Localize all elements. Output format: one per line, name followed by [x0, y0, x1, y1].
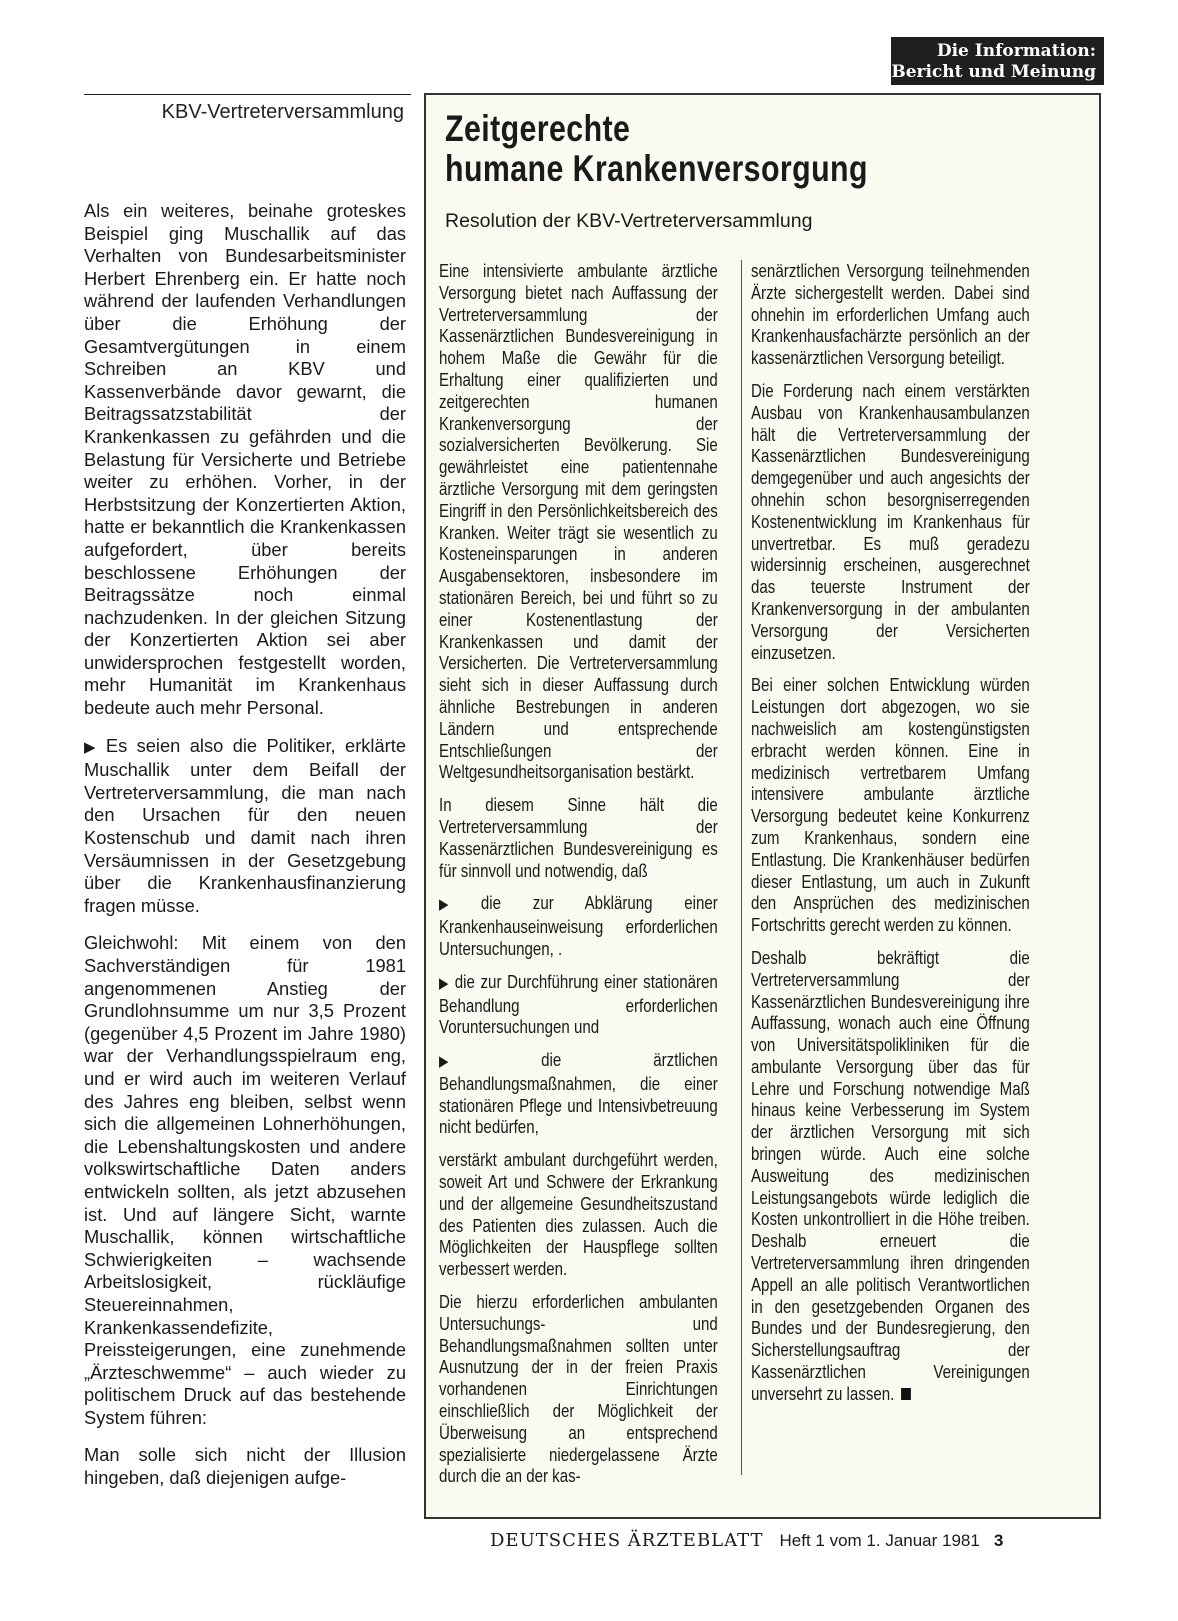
page-footer [490, 1530, 1003, 1551]
box-col2-paragraph-2: Die Forderung nach einem verstärkten Ausbau von Krankenhausambulanzen hält die Vertreterversammlung der Kassenärztlichen Bundesvereinigung demgegenüber und auch angesichts der ohnehin schon besorgniserregenden Kostenentwicklung im Krankenhaus für unvertretbar. Es muß geradezu widersinnig erscheinen, ausgerechnet das teuerste Instrument der Krankenversorgung in der ambulanten Versorgung der Versicherten einzusetzen. [751, 379, 1030, 663]
left-paragraph-2-text: Es seien also die Politiker, erklärte Muschallik unter dem Beifall der Vertreterversammlung, die man nach den Ursachen für den neuen Kostenschub und damit nach ihren Versäumnissen in der Gesetzgebung über die Krankenhausfinanzierung fragen müsse. [84, 734, 406, 916]
left-column [84, 200, 406, 1505]
badge-line-1: Die Information: [936, 41, 1096, 61]
box-col2-paragraph-4-text: Deshalb bekräftigt die Vertreterversammlung der Kassenärztlichen Bundesvereinigung ihre Auffassung, wonach auch eine Öffnung von Universitätspolikliniken für die ambulante Versorgung über das für Lehre und Forschung notwendige Maß hinaus keine Verbesserung im System der ärztlichen Versorgung mit sich bringen würde. Auch eine solche Ausweitung des medizinischen Leistungsangebots würde lediglich die Kosten unkontrolliert in die Höhe treiben. Deshalb erneuert die Vertreterversammlung ihren dringenden Appell an alle politisch Verantwortlichen in den gesetzgebenden Organen des Bundes und der Bundesregierung, den Sicherstellungsauftrag der Kassenärztlichen Vereinigungen unversehrt zu lassen. [751, 946, 1030, 1404]
arrow-bullet-icon: ▶ [84, 738, 100, 756]
box-col1-paragraph-4: Die hierzu erforderlichen ambulanten Untersuchungs- und Behandlungsmaßnahmen sollten unter Ausnutzung der in der freien Praxis vorhandenen Einrichtungen einschließlich der Möglichkeit der Überweisung an entsprechend spezialisierte niedergelassene Ärzte durch die an der kas- [439, 1291, 718, 1487]
box-column-1 [439, 260, 718, 1498]
bullet-1-text: die zur Abklärung einer Krankenhauseinweisung erforderlichen Untersuchungen, . [439, 892, 718, 959]
magazine-name: DEUTSCHES ÄRZTEBLATT [490, 1530, 764, 1551]
box-col2-paragraph-3: Bei einer solchen Entwicklung würden Leistungen dort abgezogen, wo sie nachweislich am kostengünstigsten erbracht werden können. Eine in medizinisch vertretbarem Umfang intensivere ambulante ärztliche Versorgung bedeutet keine Konkurrenz zum Krankenhaus, sondern eine Entlastung. Die Krankenhäuser bedürfen dieser Entlastung, um auch in Zukunft den Ansprüchen des medizinischen Fortschritts gerecht werden zu können. [751, 674, 1030, 936]
column-divider [741, 260, 742, 1475]
title-line-2: humane Krankenversorgung [445, 148, 868, 189]
bullet-3-text: die ärztlichen Behandlungsmaßnahmen, die einer stationären Pflege und Intensivbetreuung nicht bedürfen, [439, 1049, 718, 1138]
box-col1-paragraph-3: verstärkt ambulant durchgeführt werden, soweit Art und Schwere der Erkrankung und der allgemeine Gesundheitszustand des Patienten dies zulassen. Auch die Möglichkeiten der Hauspflege sollten verbessert werden. [439, 1149, 718, 1280]
bullet-2-text: die zur Durchführung einer stationären Behandlung erforderlichen Voruntersuchungen und [439, 970, 718, 1038]
badge-line-2: Bericht und Meinung [891, 62, 1096, 82]
arrow-bullet-icon: ▶ [439, 896, 477, 914]
arrow-bullet-icon: ▶ [439, 1053, 537, 1071]
section-badge [891, 37, 1104, 85]
box-col2-paragraph-4 [751, 947, 1030, 1405]
box-col1-paragraph-2: In diesem Sinne hält die Vertreterversammlung der Kassenärztlichen Bundesvereinigung es für sinnvoll und notwendig, daß [439, 794, 718, 881]
left-paragraph-1: Als ein weiteres, beinahe groteskes Beispiel ging Muschallik auf das Verhalten von Bundesarbeitsminister Herbert Ehrenberg ein. Er hatte noch während der laufenden Verhandlungen über die Erhöhung der Gesamtvergütungen in einem Schreiben an KBV und Kassenverbände davor gewarnt, die Beitragssatzstabilität der Krankenkassen zu gefährden und die Belastung für Versicherte und Betriebe weiter zu erhöhen. Vorher, in der Herbstsitzung der Konzertierten Aktion, hatte er bekanntlich die Krankenkassen aufgefordert, über bereits beschlossene Erhöhungen der Beitragssätze noch einmal nachzudenken. In der gleichen Sitzung der Konzertierten Aktion sei aber unwidersprochen festgestellt worden, mehr Humanität im Krankenhaus bedeute auch mehr Personal. [84, 200, 406, 719]
resolution-box [424, 93, 1101, 1519]
left-paragraph-3: Gleichwohl: Mit einem von den Sachverständigen für 1981 angenommenen Anstieg der Grundlohnsumme um nur 3,5 Prozent (gegenüber 4,5 Prozent im Jahre 1980) war der Verhandlungsspielraum eng, und er wird auch im weiteren Verlauf des Jahres eng bleiben, selbst wenn sich die allgemeinen Lohnerhöhungen, die Lebenshaltungskosten und andere volkswirtschaftliche Daten anders entwickeln sollten, als jetzt abzusehen ist. Und auf längere Sicht, warnte Muschallik, können wirtschaftliche Schwierigkeiten – wachsende Arbeitslosigkeit, rückläufige Steuereinnahmen, Krankenkassendefizite, Preissteigerungen, eine zunehmende „Ärzteschwemme“ – auch wieder zu politischem Druck auf das bestehende System führen: [84, 932, 406, 1428]
left-paragraph-4: Man solle sich nicht der Illusion hingeben, daß diejenigen aufge- [84, 1444, 406, 1489]
box-col1-bullet-3 [439, 1049, 718, 1138]
box-column-2 [751, 260, 1030, 1416]
end-mark-icon [901, 1388, 911, 1400]
box-col1-bullet-2 [439, 971, 718, 1038]
title-line-1: Zeitgerechte [445, 108, 631, 149]
box-col2-paragraph-1: senärztlichen Versorgung teilnehmenden Ärzte sichergestellt werden. Dabei sind ohnehin im erforderlichen Umfang auch Krankenhausfachärzte persönlich an der kassenärztlichen Versorgung beteiligt. [751, 260, 1030, 369]
page-number: 3 [993, 1531, 1004, 1550]
left-paragraph-2 [84, 735, 406, 918]
section-label: KBV-Vertreterversammlung [161, 101, 404, 123]
article-subtitle: Resolution der KBV-Vertreterversammlung [445, 210, 813, 232]
issue-info: Heft 1 vom 1. Januar 1981 [779, 1531, 980, 1550]
top-rule [84, 94, 411, 95]
arrow-bullet-icon: ▶ [439, 974, 450, 992]
box-col1-bullet-1 [439, 892, 718, 959]
article-title [445, 109, 970, 189]
box-col1-paragraph-1: Eine intensivierte ambulante ärztliche Versorgung bietet nach Auffassung der Vertreterversammlung der Kassenärztlichen Bundesvereinigung in hohem Maße die Gewähr für die Erhaltung einer qualifizierten und zeitgerechten humanen Krankenversorgung der sozialversicherten Bevölkerung. Sie gewährleistet eine patientennahe ärztliche Versorgung mit dem geringsten Eingriff in den Persönlichkeitsbereich des Kranken. Weiter trägt sie wesentlich zu Kosteneinsparungen in anderen Ausgabensektoren, insbesondere im stationären Bereich, bei und führt so zu einer Kostenentlastung der Krankenkassen und damit der Versicherten. Die Vertreterversammlung sieht sich in dieser Auffassung durch ähnliche Bestrebungen in anderen Ländern und entsprechende Entschließungen der Weltgesundheitsorganisation bestärkt. [439, 260, 718, 783]
